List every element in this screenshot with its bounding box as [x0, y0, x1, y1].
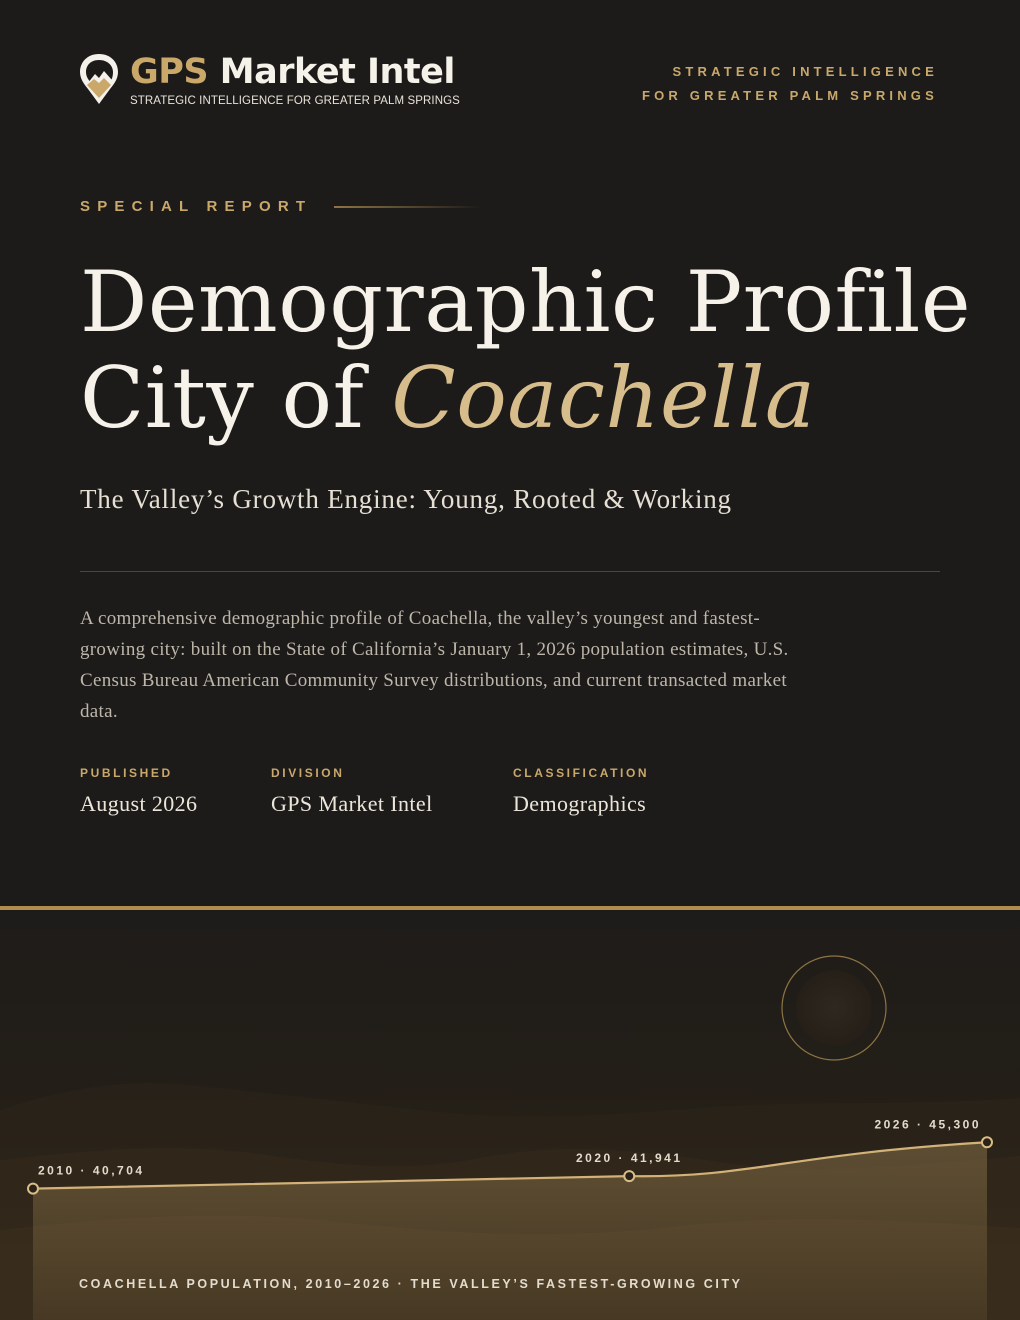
brand-name-gps: GPS [130, 52, 209, 92]
brand-name [130, 52, 460, 92]
intro-paragraph: A comprehensive demographic profile of Coachella, the valley’s youngest and fastest-growing city: built on the State of California’s January 1, 2026 population estimates, U.S. Census Bureau American Community Survey distributions, and current transacted market data. [80, 608, 789, 722]
brand-logo [78, 52, 460, 108]
meta-division-value: GPS Market Intel [271, 791, 433, 816]
meta-classification [513, 766, 649, 817]
brand-name-rest: Market Intel [219, 52, 455, 92]
meta-division [271, 766, 433, 817]
population-point-2026 [982, 1137, 992, 1147]
header-tagline-line1: STRATEGIC INTELLIGENCE [672, 64, 938, 79]
header-tagline-line2: FOR GREATER PALM SPRINGS [641, 88, 938, 103]
population-label-2020: 2020 · 41,941 [575, 1151, 683, 1166]
page-subtitle: The Valley’s Growth Engine: Young, Rooted & Working [80, 484, 732, 514]
meta-published-label: PUBLISHED [80, 766, 173, 780]
population-label-2010: 2010 · 40,704 [38, 1163, 145, 1178]
page-title [80, 254, 971, 446]
meta-published-value: August 2026 [80, 791, 198, 816]
eyebrow-label: SPECIAL REPORT [80, 198, 313, 215]
title-line-1: Demographic Profile [80, 253, 972, 351]
title-line-2-plain: City of [80, 349, 365, 447]
population-chart [0, 910, 1020, 1320]
eyebrow-divider [334, 206, 482, 208]
header-tagline [642, 60, 938, 108]
meta-classification-value: Demographics [513, 791, 647, 816]
section-divider [80, 571, 940, 572]
population-label-2026: 2026 · 45,300 [874, 1117, 981, 1132]
brand-tagline: STRATEGIC INTELLIGENCE FOR GREATER PALM SPRINGS [130, 95, 460, 107]
chart-caption: COACHELLA POPULATION, 2010–2026 · THE VALLEY’S FASTEST-GROWING CITY [79, 1277, 743, 1291]
meta-classification-label: CLASSIFICATION [513, 766, 650, 780]
title-line-2-accent: Coachella [391, 349, 816, 447]
meta-division-label: DIVISION [271, 766, 345, 780]
population-point-2020 [624, 1171, 634, 1181]
population-point-2010 [28, 1184, 38, 1194]
sun-decoration [796, 970, 872, 1046]
eyebrow-row [80, 198, 482, 215]
meta-published [80, 766, 197, 817]
map-pin-mountain-icon [78, 52, 120, 108]
